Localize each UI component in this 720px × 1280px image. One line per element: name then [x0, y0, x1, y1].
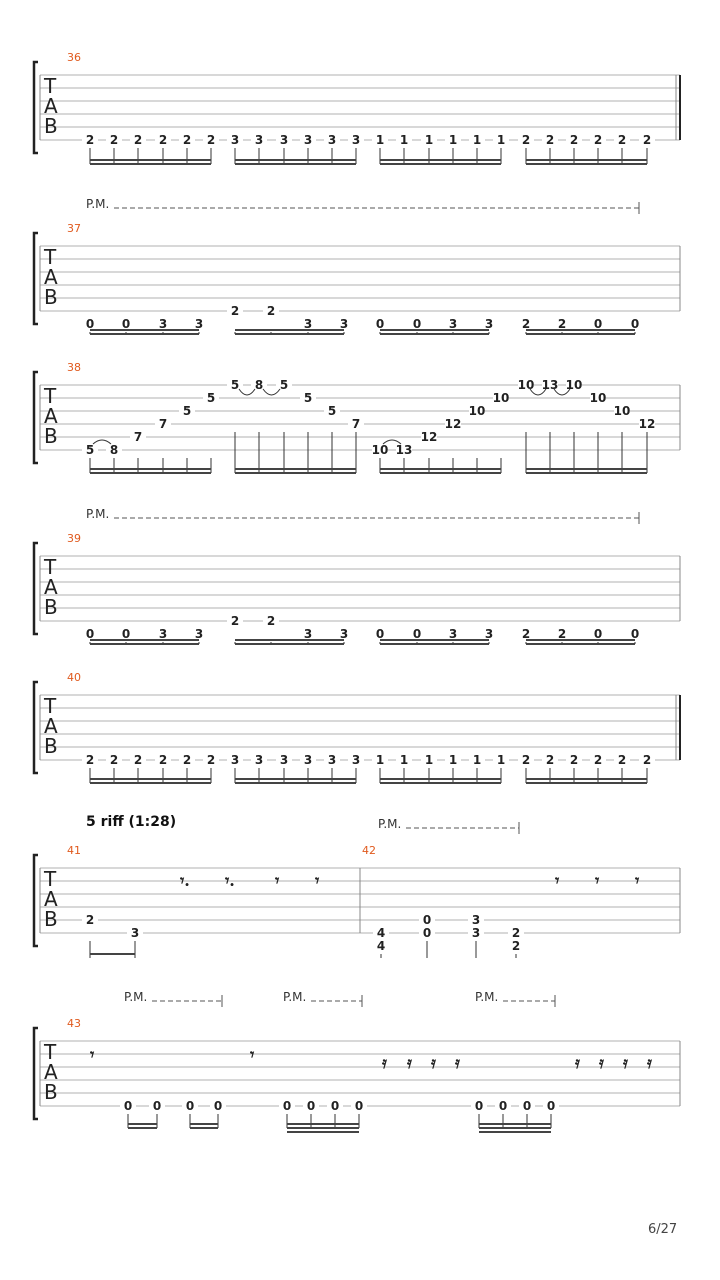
staff-bracket [34, 855, 38, 946]
fret-number: 2 [158, 753, 168, 767]
note-group [182, 1099, 226, 1128]
measure-number: 40 [67, 671, 81, 684]
rest-symbol: 𝄿 [382, 1053, 387, 1072]
fret-number: 13 [395, 443, 413, 457]
fret-number: 3 [194, 627, 204, 641]
note-group [82, 391, 219, 473]
note-group [279, 1099, 367, 1132]
measure-number: 36 [67, 51, 81, 64]
fret-number: 10 [517, 378, 535, 392]
note-group [518, 317, 643, 334]
tab-clef-letter: A [44, 887, 58, 911]
note-group [372, 753, 509, 783]
fret-number: 2 [521, 133, 531, 147]
fret-number: 13 [541, 378, 559, 392]
tab-clef-letter: T [44, 1040, 57, 1064]
fret-number: 2 [593, 753, 603, 767]
fret-number: 3 [158, 317, 168, 331]
fret-number: 3 [339, 627, 349, 641]
fret-number: 1 [375, 753, 385, 767]
fret-number: 4 [376, 926, 386, 940]
fret-number: 2 [85, 913, 95, 927]
fret-number: 2 [182, 753, 192, 767]
fret-number: 0 [121, 627, 131, 641]
note-group [372, 391, 510, 473]
fret-number: 3 [230, 133, 240, 147]
note-group [518, 133, 655, 164]
tab-clef-letter: B [44, 595, 58, 619]
fret-number: 3 [254, 753, 264, 767]
rest-symbol: 𝄾 [250, 1045, 255, 1064]
staff-bracket [34, 1028, 38, 1119]
system-2 [34, 197, 680, 334]
fret-number: 3 [471, 926, 481, 940]
fret-number: 1 [472, 753, 482, 767]
fret-number: 3 [194, 317, 204, 331]
fret-number: 0 [522, 1099, 532, 1113]
fret-number: 2 [206, 753, 216, 767]
fret-number: 1 [496, 753, 506, 767]
fret-number: 0 [213, 1099, 223, 1113]
fret-number: 3 [303, 317, 313, 331]
fret-number: 2 [642, 753, 652, 767]
note-group [518, 627, 643, 644]
staff-bracket [34, 682, 38, 773]
palm-mute-label: P.M. [475, 990, 499, 1004]
fret-number: 3 [327, 133, 337, 147]
fret-number: 0 [306, 1099, 316, 1113]
note-group [82, 627, 207, 644]
tab-clef-letter: B [44, 734, 58, 758]
fret-number: 1 [375, 133, 385, 147]
measure-number: 42 [362, 844, 376, 857]
fret-number: 2 [109, 133, 119, 147]
note-group [227, 378, 364, 473]
fret-number: 2 [206, 133, 216, 147]
fret-number: 0 [422, 913, 432, 927]
measure-number: 37 [67, 222, 81, 235]
rest-symbol: 𝄿 [623, 1053, 628, 1072]
fret-number: 3 [327, 753, 337, 767]
system-1 [34, 51, 680, 164]
note-group [518, 378, 656, 473]
fret-number: 2 [545, 133, 555, 147]
fret-number: 3 [351, 753, 361, 767]
fret-number: 4 [376, 939, 386, 953]
fret-number: 0 [593, 317, 603, 331]
note-group [82, 133, 219, 164]
fret-number: 2 [569, 133, 579, 147]
rest-symbol: 𝄾 [90, 1045, 95, 1064]
fret-number: 0 [375, 627, 385, 641]
rest-symbol: 𝄿 [599, 1053, 604, 1072]
fret-number: 2 [182, 133, 192, 147]
fret-number: 0 [375, 317, 385, 331]
tab-clef-letter: T [44, 694, 57, 718]
note-group [508, 926, 524, 958]
note-group [373, 926, 389, 958]
system-5 [34, 671, 680, 783]
fret-number: 2 [521, 627, 531, 641]
fret-number: 1 [424, 753, 434, 767]
fret-number: 1 [399, 753, 409, 767]
fret-number: 2 [511, 926, 521, 940]
rest-symbol: 𝄾 [315, 871, 320, 890]
fret-number: 5 [85, 443, 95, 457]
note-group [82, 317, 207, 334]
fret-number: 3 [230, 753, 240, 767]
fret-number: 2 [85, 133, 95, 147]
fret-number: 1 [448, 133, 458, 147]
fret-number: 0 [593, 627, 603, 641]
fret-number: 3 [448, 627, 458, 641]
tab-clef-letter: B [44, 907, 58, 931]
fret-number: 0 [422, 926, 432, 940]
fret-number: 2 [569, 753, 579, 767]
fret-number: 1 [496, 133, 506, 147]
fret-number: 0 [546, 1099, 556, 1113]
tab-clef-letter: A [44, 1060, 58, 1084]
fret-number: 5 [182, 404, 192, 418]
rest-symbol: 𝄾 [635, 871, 640, 890]
fret-number: 0 [330, 1099, 340, 1113]
system-4 [34, 507, 680, 644]
fret-number: 3 [351, 133, 361, 147]
fret-number: 2 [511, 939, 521, 953]
fret-number: 2 [133, 753, 143, 767]
fret-number: 2 [109, 753, 119, 767]
fret-number: 2 [557, 317, 567, 331]
fret-number: 1 [424, 133, 434, 147]
fret-number: 10 [492, 391, 510, 405]
tab-clef-letter: B [44, 424, 58, 448]
note-group [518, 753, 655, 783]
section-label: 5 riff (1:28) [86, 814, 177, 830]
fret-number: 5 [230, 378, 240, 392]
fret-number: 3 [484, 317, 494, 331]
fret-number: 2 [617, 133, 627, 147]
tab-clef-letter: A [44, 94, 58, 118]
fret-number: 7 [133, 430, 143, 444]
tab-clef-letter: A [44, 575, 58, 599]
fret-number: 12 [638, 417, 656, 431]
staff-bracket [34, 62, 38, 153]
tab-clef-letter: A [44, 404, 58, 428]
note-group [372, 317, 497, 334]
fret-number: 5 [206, 391, 216, 405]
fret-number: 2 [521, 753, 531, 767]
fret-number: 10 [589, 391, 607, 405]
tab-clef-letter: B [44, 285, 58, 309]
page-number: 6/27 [648, 1222, 678, 1237]
note-group [120, 1099, 165, 1128]
fret-number: 2 [230, 304, 240, 318]
fret-number: 0 [152, 1099, 162, 1113]
tab-clef-letter: A [44, 714, 58, 738]
tab-clef-letter: A [44, 265, 58, 289]
fret-number: 0 [121, 317, 131, 331]
fret-number: 10 [371, 443, 389, 457]
fret-number: 3 [303, 753, 313, 767]
fret-number: 0 [630, 627, 640, 641]
rest-symbol: 𝄾 [555, 871, 560, 890]
fret-number: 7 [158, 417, 168, 431]
note-group [468, 913, 484, 958]
fret-number: 3 [448, 317, 458, 331]
note-group [227, 133, 364, 164]
fret-number: 2 [521, 317, 531, 331]
tab-clef-letter: B [44, 114, 58, 138]
fret-number: 2 [593, 133, 603, 147]
fret-number: 0 [498, 1099, 508, 1113]
palm-mute-label: P.M. [283, 990, 307, 1004]
system-7 [34, 990, 680, 1132]
fret-number: 0 [185, 1099, 195, 1113]
tab-clef-letter: T [44, 384, 57, 408]
fret-number: 0 [123, 1099, 133, 1113]
rest-symbol: 𝄿 [455, 1053, 460, 1072]
fret-number: 0 [630, 317, 640, 331]
fret-number: 5 [279, 378, 289, 392]
fret-number: 8 [254, 378, 264, 392]
note-group [227, 753, 364, 783]
fret-number: 3 [339, 317, 349, 331]
fret-number: 5 [303, 391, 313, 405]
fret-number: 1 [399, 133, 409, 147]
fret-number: 0 [474, 1099, 484, 1113]
rest-symbol: 𝄾. [180, 871, 190, 890]
fret-number: 10 [613, 404, 631, 418]
tab-clef-letter: B [44, 1080, 58, 1104]
fret-number: 3 [254, 133, 264, 147]
tab-clef-letter: T [44, 74, 57, 98]
measure-number: 41 [67, 844, 81, 857]
palm-mute-label: P.M. [124, 990, 148, 1004]
staff-bracket [34, 372, 38, 463]
fret-number: 3 [303, 133, 313, 147]
fret-number: 0 [282, 1099, 292, 1113]
fret-number: 0 [85, 627, 95, 641]
tab-clef-letter: T [44, 867, 57, 891]
fret-number: 3 [279, 133, 289, 147]
fret-number: 2 [642, 133, 652, 147]
measure-number: 43 [67, 1017, 81, 1030]
fret-number: 3 [484, 627, 494, 641]
fret-number: 10 [565, 378, 583, 392]
fret-number: 10 [468, 404, 486, 418]
fret-number: 7 [351, 417, 361, 431]
note-group [372, 133, 509, 164]
tab-clef-letter: T [44, 245, 57, 269]
fret-number: 3 [130, 926, 140, 940]
fret-number: 3 [158, 627, 168, 641]
fret-number: 0 [412, 317, 422, 331]
fret-number: 8 [109, 443, 119, 457]
fret-number: 3 [471, 913, 481, 927]
fret-number: 2 [85, 753, 95, 767]
fret-number: 2 [230, 614, 240, 628]
system-3 [34, 361, 680, 473]
measure-number: 39 [67, 532, 81, 545]
fret-number: 2 [557, 627, 567, 641]
fret-number: 1 [472, 133, 482, 147]
system-6 [34, 814, 680, 958]
hammer-on-arc [93, 440, 111, 444]
fret-number: 0 [412, 627, 422, 641]
fret-number: 3 [279, 753, 289, 767]
note-group [82, 753, 219, 783]
fret-number: 2 [158, 133, 168, 147]
palm-mute-label: P.M. [86, 507, 110, 521]
fret-number: 2 [266, 304, 276, 318]
rest-symbol: 𝄿 [575, 1053, 580, 1072]
rest-symbol: 𝄿 [647, 1053, 652, 1072]
palm-mute-label: P.M. [86, 197, 110, 211]
rest-symbol: 𝄿 [431, 1053, 436, 1072]
fret-number: 2 [133, 133, 143, 147]
staff-bracket [34, 233, 38, 324]
rest-symbol: 𝄾. [225, 871, 235, 890]
staff-bracket [34, 543, 38, 634]
fret-number: 1 [448, 753, 458, 767]
rest-symbol: 𝄿 [407, 1053, 412, 1072]
fret-number: 0 [85, 317, 95, 331]
note-group [372, 627, 497, 644]
palm-mute-label: P.M. [378, 817, 402, 831]
fret-number: 12 [444, 417, 462, 431]
measure-number: 38 [67, 361, 81, 374]
rest-symbol: 𝄾 [595, 871, 600, 890]
fret-number: 2 [617, 753, 627, 767]
fret-number: 5 [327, 404, 337, 418]
fret-number: 3 [303, 627, 313, 641]
fret-number: 0 [354, 1099, 364, 1113]
fret-number: 2 [266, 614, 276, 628]
note-group [227, 614, 352, 644]
rest-symbol: 𝄾 [275, 871, 280, 890]
note-group [471, 1099, 559, 1132]
fret-number: 2 [545, 753, 555, 767]
note-group [227, 304, 352, 334]
note-group [419, 913, 435, 958]
tab-clef-letter: T [44, 555, 57, 579]
fret-number: 12 [420, 430, 438, 444]
